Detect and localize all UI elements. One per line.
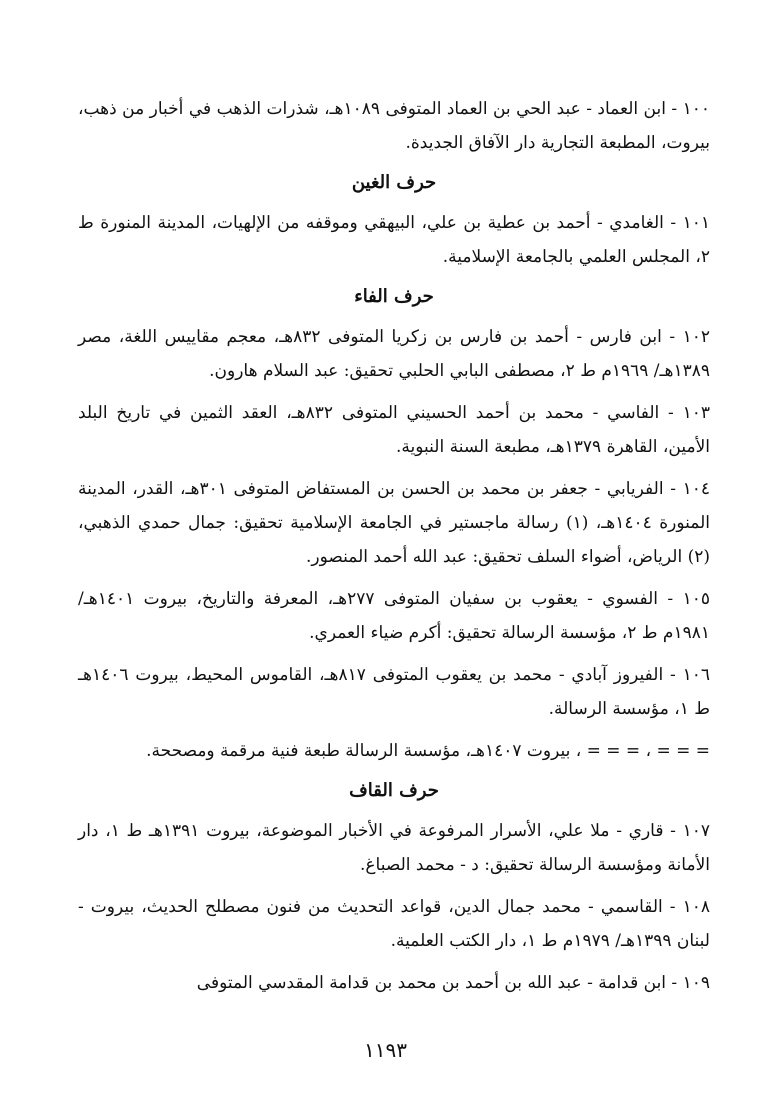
bibliography-entry: ١٠٢ - ابن فارس - أحمد بن فارس بن زكريا المتوفى ٨٣٢هـ، معجم مقاييس اللغة، مصر ١٣٨٩هـ/ ١٩٦٩م ط ٢، مصطفى البابي الحلبي تحقيق: عبد السلام هارون. — [78, 327, 710, 381]
bibliography-entry: ١٠١ - الغامدي - أحمد بن عطية بن علي، البيهقي وموقفه من الإلهيات، المدينة المنورة ط ٢، المجلس العلمي بالجامعة الإسلامية. — [78, 213, 710, 267]
bibliography-entry: ١٠٦ - الفيروز آبادي - محمد بن يعقوب المتوفى ٨١٧هـ، القاموس المحيط، بيروت ١٤٠٦هـ ط ١، مؤسسة الرسالة. — [78, 665, 710, 719]
section-heading: حرف الفاء — [354, 286, 434, 307]
section-heading: حرف الغين — [351, 172, 437, 193]
bibliography-entry: ١٠٧ - قاري - ملا علي، الأسرار المرفوعة في الأخبار الموضوعة، بيروت ١٣٩١هـ ط ١، دار الأمانة ومؤسسة الرسالة تحقيق: د - محمد الصباغ. — [78, 821, 710, 875]
bibliography-list — [78, 92, 710, 1008]
bibliography-entry: ١٠٩ - ابن قدامة - عبد الله بن أحمد بن محمد بن قدامة المقدسي المتوفى — [196, 973, 710, 993]
bibliography-entry: ١٠٤ - الفريابي - جعفر بن محمد بن الحسن بن المستفاض المتوفى ٣٠١هـ، القدر، المدينة المنورة ١٤٠٤هـ، (١) رسالة ماجستير في الجامعة الإسلامية تحقيق: جمال حمدي الذهبي، (٢) الرياض، أضواء السلف تحقيق: عبد الله أحمد المنصور. — [78, 479, 710, 567]
bibliography-entry: = = = ، = = = ، بيروت ١٤٠٧هـ، مؤسسة الرسالة طبعة فنية مرقمة ومصححة. — [146, 741, 710, 761]
bibliography-entry: ١٠٠ - ابن العماد - عبد الحي بن العماد المتوفى ١٠٨٩هـ، شذرات الذهب في أخبار من ذهب، بيروت، المطبعة التجارية دار الآفاق الجديدة. — [78, 99, 710, 153]
section-heading: حرف القاف — [349, 780, 439, 801]
bibliography-entry: ١٠٨ - القاسمي - محمد جمال الدين، قواعد التحديث من فنون مصطلح الحديث، بيروت - لبنان ١٣٩٩هـ/ ١٩٧٩م ط ١، دار الكتب العلمية. — [78, 897, 710, 951]
bibliography-entry: ١٠٥ - الفسوي - يعقوب بن سفيان المتوفى ٢٧٧هـ، المعرفة والتاريخ، بيروت ١٤٠١هـ/ ١٩٨١م ط ٢، مؤسسة الرسالة تحقيق: أكرم ضياء العمري. — [78, 589, 710, 643]
bibliography-entry: ١٠٣ - الفاسي - محمد بن أحمد الحسيني المتوفى ٨٣٢هـ، العقد الثمين في تاريخ البلد الأمين، القاهرة ١٣٧٩هـ، مطبعة السنة النبوية. — [78, 403, 710, 457]
page-number: ١١٩٣ — [364, 1038, 407, 1062]
